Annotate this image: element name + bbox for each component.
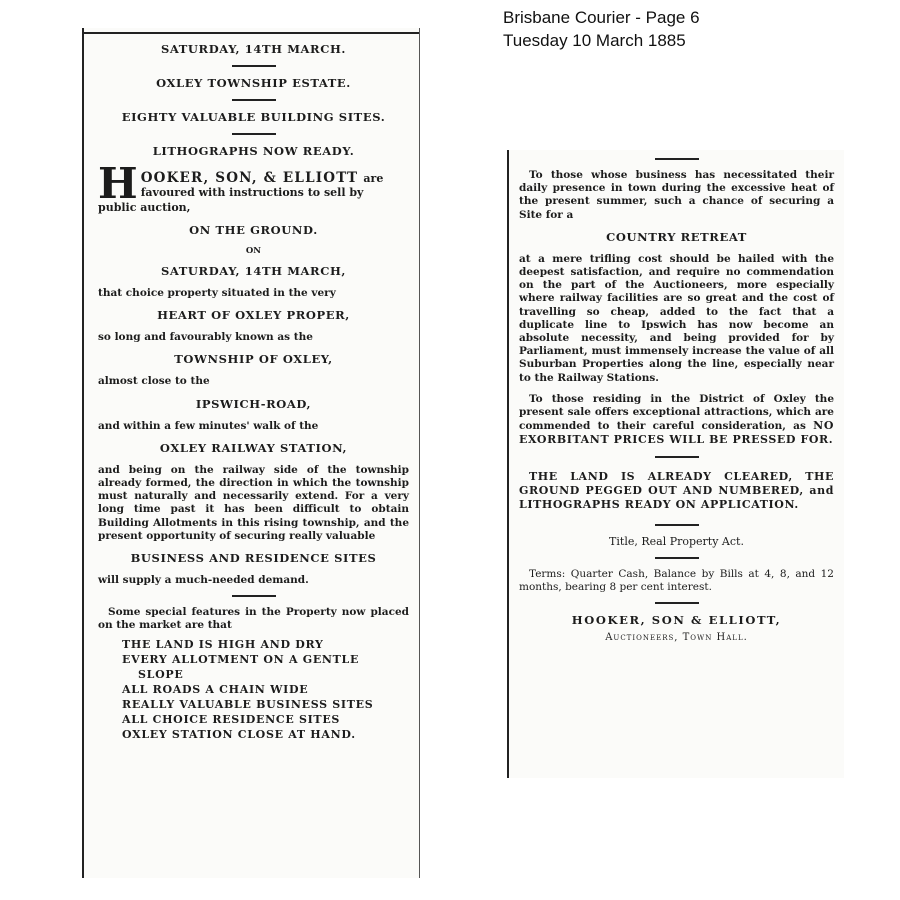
text-line: almost close to the	[98, 375, 210, 388]
estate-heading: OXLEY TOWNSHIP ESTATE.	[156, 76, 351, 90]
caption-source: Brisbane Courier - Page 6	[503, 8, 700, 27]
features-list	[98, 637, 409, 742]
signature-subtitle: Auctioneers, Town Hall.	[605, 632, 748, 644]
station-heading: OXLEY RAILWAY STATION,	[159, 440, 348, 455]
text-line: that choice property situated in the very	[98, 287, 336, 299]
retreat-heading: COUNTRY RETREAT	[606, 229, 747, 244]
feature-item: SLOPE	[138, 667, 184, 681]
divider	[655, 456, 699, 458]
caption-date: Tuesday 10 March 1885	[503, 31, 686, 50]
feature-item: EVERY ALLOTMENT ON A GENTLE	[122, 652, 360, 666]
text-line: and within a few minutes' walk of the	[98, 419, 319, 432]
firm-tail: are	[363, 172, 384, 185]
heart-heading: HEART OF OXLEY PROPER,	[157, 308, 350, 323]
title-line: Title, Real Property Act.	[609, 534, 744, 548]
signature: HOOKER, SON & ELLIOTT,	[571, 613, 782, 628]
features-intro: Some special features in the Property now placed on the market are that	[98, 606, 409, 632]
divider	[232, 595, 276, 597]
instruction-line: favoured with instructions to sell by	[140, 186, 364, 199]
road-heading: IPSWICH-ROAD,	[195, 396, 312, 411]
left-clipping	[82, 28, 420, 878]
page-caption	[503, 6, 700, 52]
township-heading: TOWNSHIP OF OXLEY,	[174, 352, 333, 367]
divider	[232, 65, 276, 67]
sites-heading: EIGHTY VALUABLE BUILDING SITES.	[121, 110, 386, 124]
drop-cap: H	[98, 159, 138, 208]
divider	[232, 133, 276, 135]
divider	[655, 158, 699, 160]
divider	[232, 99, 276, 101]
district-paragraph	[519, 393, 834, 448]
no-prices-caps: NO EXORBITANT PRICES WILL BE PRESSED FOR.	[519, 419, 835, 447]
feature-item: OXLEY STATION CLOSE AT HAND.	[122, 727, 356, 741]
divider	[655, 524, 699, 526]
feature-item: ALL ROADS A CHAIN WIDE	[122, 682, 309, 696]
feature-item: REALLY VALUABLE BUSINESS SITES	[122, 697, 374, 711]
divider	[655, 557, 699, 559]
district-text: To those residing in the District of Oxley the present sale offers exceptional attractions, which are commended to their careful consideration, as	[519, 392, 834, 433]
column-rule	[84, 32, 419, 34]
auctioneer-intro	[98, 159, 409, 215]
on-the-ground: ON THE GROUND.	[189, 223, 318, 237]
supply-line: will supply a much-needed demand.	[98, 574, 309, 587]
land-cleared-paragraph: THE LAND IS ALREADY CLEARED, THE GROUND PEGGED OUT AND NUMBERED, and LITHOGRAPHS READY ON APPLICATION.	[519, 469, 834, 511]
intro-paragraph: To those whose business has necessitated their daily presence in town during the excessive heat of the present summer, such a chance of securing a Site for a	[519, 169, 834, 221]
sale-date: SATURDAY, 14TH MARCH,	[160, 264, 347, 278]
divider	[655, 602, 699, 604]
text-line: so long and favourably known as the	[98, 331, 313, 344]
firm-name: OOKER, SON, & ELLIOTT	[140, 170, 359, 186]
business-heading: BUSINESS AND RESIDENCE SITES	[130, 551, 377, 566]
feature-item: THE LAND IS HIGH AND DRY	[122, 637, 324, 651]
lithographs-heading: LITHOGRAPHS NOW READY.	[152, 144, 355, 158]
description-paragraph: and being on the railway side of the township already formed, the direction in which the township must naturally and necessarily extend. For a very long time past it has been difficult to obtain Building Allotments in this rising township, and the present opportunity of securing really valuable	[98, 463, 409, 542]
terms-paragraph: Terms: Quarter Cash, Balance by Bills at 4, 8, and 12 months, bearing 8 per cent interest.	[519, 567, 834, 593]
date-heading: SATURDAY, 14TH MARCH.	[160, 42, 347, 56]
on-word: ON	[245, 246, 262, 256]
instruction-line-2: public auction,	[98, 201, 191, 214]
right-clipping	[507, 150, 844, 778]
feature-item: ALL CHOICE RESIDENCE SITES	[122, 712, 341, 726]
retreat-paragraph: at a mere trifling cost should be hailed with the deepest satisfaction, and require no commendation on the part of the Auctioneers, more especially where railway facilities are so great and the cost of travelling so cheap, added to the fact that a duplicate line to Ipswich has now become an absolute necessity, and being provided for by Parliament, must immensely increase the value of all Suburban Properties along the line, especially near to the Railway Stations.	[519, 252, 834, 384]
